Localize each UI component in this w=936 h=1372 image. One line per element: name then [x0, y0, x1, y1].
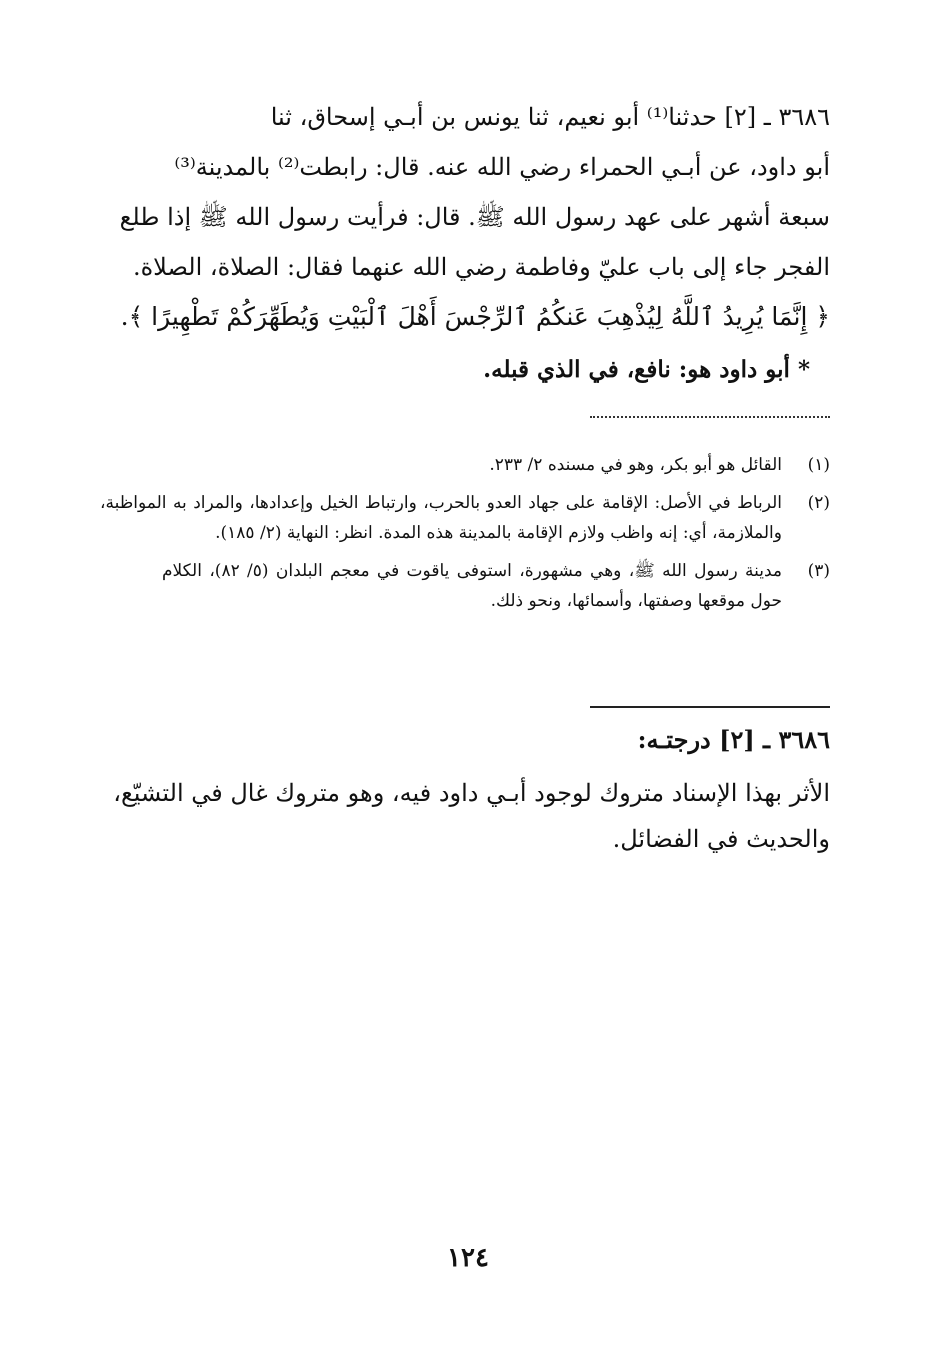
- footnote-line: الرباط في الأصل: الإقامة على جهاد العدو بالحرب، وارتباط الخيل وإعدادها، والمراد به: [172, 493, 783, 513]
- section-rule: [590, 706, 830, 708]
- grade-text: [100, 770, 830, 862]
- footnote-line: الكلام حول موقعها وصفتها، وأسمائها، ونحو ذلك.: [162, 561, 782, 611]
- footnote-line: المواظبة، والملازمة، أي: إنه واظب ولازم الإقامة بالمدينة هذه المدة. انظر: النهاية: [100, 493, 782, 543]
- hadith-line: أبو داود، عن أبـي الحمراء رضي الله عنه. قال: رابطت⁽²⁾ بالمدينة⁽³⁾: [174, 153, 830, 181]
- footnote-2: [100, 488, 830, 548]
- footnote-line: القائل هو أبو بكر، وهو في مسنده ٢/ ٢٣٣.: [489, 455, 782, 475]
- footnote-number: (٢): [807, 493, 830, 513]
- footnote-line: (٢/ ١٨٥).: [215, 523, 282, 543]
- footnote-1: [100, 450, 830, 480]
- footnote-text: [162, 556, 782, 616]
- footnote-3: [100, 556, 830, 616]
- footnote-text: [100, 450, 782, 480]
- grade-line: الأثر بهذا الإسناد متروك لوجود أبـي داود فيه، وهو متروك غال في التشيّع،: [113, 779, 830, 807]
- footnote-number: (١): [807, 455, 830, 475]
- footnote-line: مدينة رسول الله ﷺ، وهي مشهورة، استوفى ياقوت في معجم البلدان (٥/ ٨٢)،: [209, 561, 782, 581]
- hadith-line: ٣٦٨٦ ـ [٢] حدثنا⁽¹⁾ أبو نعيم، ثنا يونس بن أبـي إسحاق، ثنا: [270, 103, 830, 131]
- page-number: ١٢٤: [447, 1243, 489, 1273]
- grade-heading: ٣٦٨٦ ـ [٢] درجتـه:: [637, 725, 830, 754]
- hadith-line: سبعة أشهر على عهد رسول الله ﷺ. قال: فرأيت رسول الله ﷺ إذا طلع: [119, 203, 830, 231]
- hadith-line: الفجر جاء إلى باب عليّ وفاطمة رضي الله عنهما فقال: الصلاة، الصلاة.: [132, 253, 830, 281]
- footnote-number: (٣): [807, 561, 830, 581]
- footnote-text: [100, 488, 782, 548]
- narrator-note: * أبو داود هو: نافع، في الذي قبله.: [483, 356, 810, 383]
- quran-verse: ﴿ إِنَّمَا يُرِيدُ ٱللَّهُ لِيُذْهِبَ عَنكُمُ ٱلرِّجْسَ أَهْلَ ٱلْبَيْتِ وَيُطَهِّرَكُمْ تَطْهِيرًا ﴾.: [120, 302, 830, 331]
- grade-line: والحديث في الفضائل.: [612, 825, 830, 853]
- hadith-text: [100, 92, 830, 342]
- footnotes: [100, 450, 830, 624]
- footnote-separator: [590, 416, 830, 418]
